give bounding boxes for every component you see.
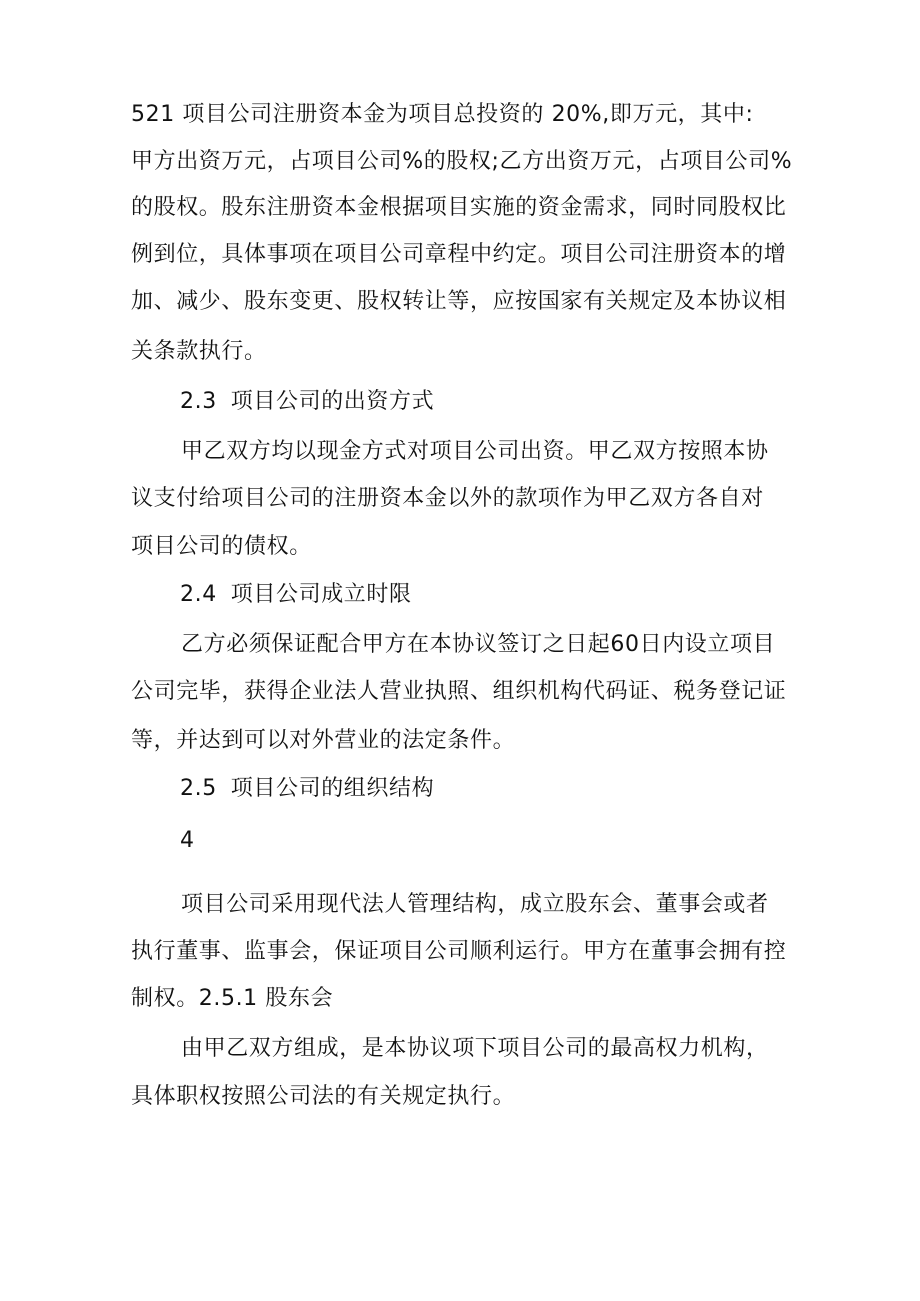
paragraph-line: 521 项目公司注册资本金为项目总投资的 20%,即万元，其中: bbox=[131, 102, 754, 127]
paragraph-line: 由甲乙双方组成，是本协议项下项目公司的最高权力机构， bbox=[181, 1036, 769, 1061]
section-title: 项目公司成立时限 bbox=[230, 582, 412, 607]
paragraph-line: 等，并达到可以对外营业的法定条件。 bbox=[131, 728, 516, 753]
paragraph-line: 制权。2.5.1 股东会 bbox=[131, 986, 334, 1011]
section-title: 项目公司的出资方式 bbox=[230, 389, 435, 414]
section-number: 2.4 bbox=[180, 582, 217, 607]
section-number: 2.5 bbox=[180, 776, 217, 801]
section-title: 项目公司的组织结构 bbox=[230, 776, 435, 801]
paragraph-line: 关条款执行。 bbox=[131, 339, 267, 364]
paragraph-line: 加、减少、股东变更、股权转让等，应按国家有关规定及本协议相 bbox=[131, 289, 787, 314]
section-heading-2-5 bbox=[180, 774, 780, 804]
paragraph-line: 具体职权按照公司法的有关规定执行。 bbox=[131, 1084, 516, 1109]
section-heading-2-3 bbox=[180, 387, 780, 417]
paragraph-line: 项目公司采用现代法人管理结构，成立股东会、董事会或者 bbox=[181, 892, 769, 917]
paragraph-line: 甲方出资万元，占项目公司%的股权;乙方出资万元，占项目公司% bbox=[131, 149, 793, 174]
paragraph-line: 项目公司的债权。 bbox=[131, 534, 312, 559]
paragraph-line: 乙方必须保证配合甲方在本协议签订之日起60日内设立项目 bbox=[181, 632, 776, 657]
paragraph-line: 议支付给项目公司的注册资本金以外的款项作为甲乙双方各自对 bbox=[131, 486, 764, 511]
paragraph-line: 公司完毕，获得企业法人营业执照、组织机构代码证、税务登记证 bbox=[131, 679, 787, 704]
page-number: 4 bbox=[180, 828, 195, 853]
paragraph-line: 的股权。股东注册资本金根据项目实施的资金需求，同时同股权比 bbox=[131, 195, 787, 220]
paragraph-line: 甲乙双方均以现金方式对项目公司出资。甲乙双方按照本协 bbox=[181, 439, 769, 464]
paragraph-line: 执行董事、监事会，保证项目公司顺利运行。甲方在董事会拥有控 bbox=[131, 939, 787, 964]
paragraph-line: 例到位，具体事项在项目公司章程中约定。项目公司注册资本的增 bbox=[131, 242, 787, 267]
section-number: 2.3 bbox=[180, 389, 217, 414]
section-heading-2-4 bbox=[180, 580, 780, 610]
